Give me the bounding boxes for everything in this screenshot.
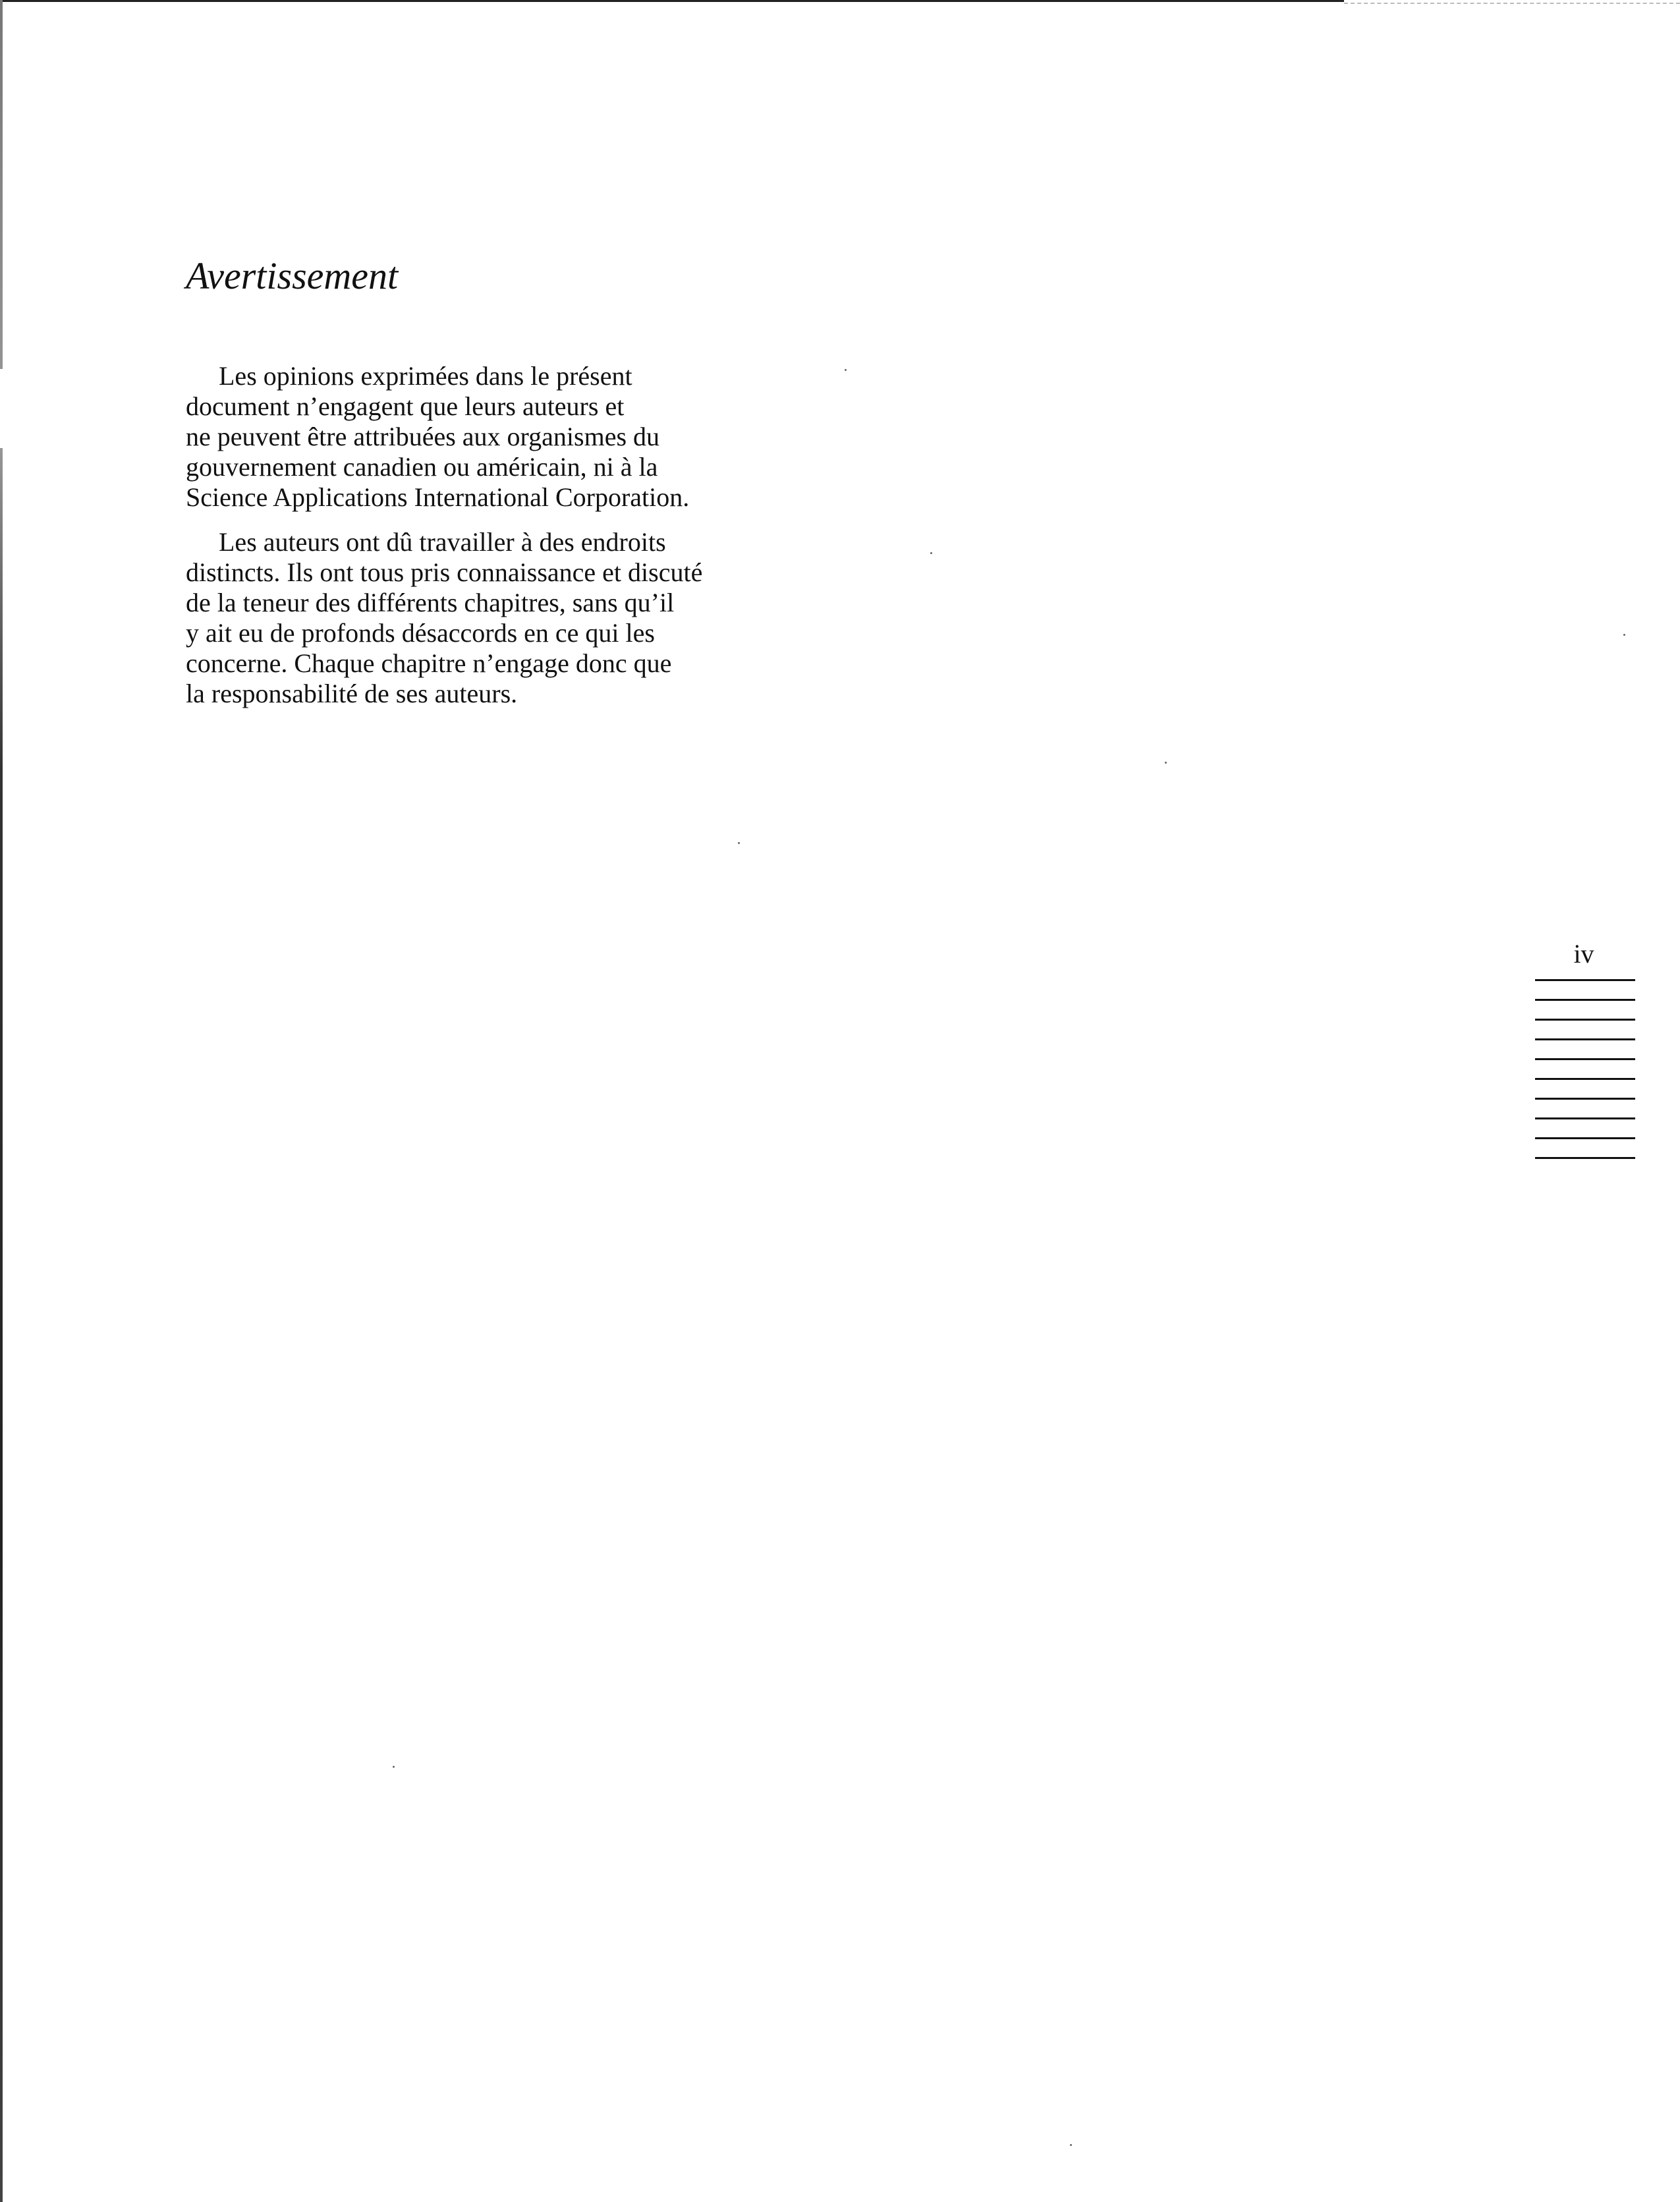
page-tab-rule (1535, 1019, 1635, 1021)
page-tab-rules (1535, 979, 1635, 1177)
page-tab-rule (1535, 1157, 1635, 1159)
scan-left-edge-gap (0, 369, 3, 448)
page-number: iv (1573, 939, 1594, 969)
text-line: gouvernement canadien ou américain, ni à la (186, 452, 658, 482)
scan-speck (845, 369, 847, 371)
page-tab-rule (1535, 1137, 1635, 1139)
scan-speck (930, 552, 932, 554)
page-tab-rule (1535, 999, 1635, 1001)
body-text (186, 361, 831, 723)
scan-speck (738, 842, 740, 844)
text-line: y ait eu de profonds désaccords en ce qui les (186, 618, 655, 648)
page-heading: Avertissement (186, 254, 399, 297)
text-line: Les auteurs ont dû travailler à des endroits (219, 527, 666, 557)
text-line: concerne. Chaque chapitre n’engage donc que (186, 648, 672, 678)
page-tab-rule (1535, 1038, 1635, 1040)
page-tab-rule (1535, 1098, 1635, 1100)
scan-speck (393, 1766, 395, 1768)
text-line: document n’engagent que leurs auteurs et (186, 391, 625, 421)
scan-speck (1070, 2144, 1072, 2146)
scan-left-edge (0, 0, 3, 2202)
text-line: de la teneur des différents chapitres, sans qu’il (186, 588, 675, 617)
scan-speck (1165, 762, 1167, 764)
scan-speck (1623, 634, 1625, 636)
paragraph-2 (186, 527, 831, 709)
paragraph-1 (186, 361, 831, 513)
page-tab-rule (1535, 1058, 1635, 1060)
scan-top-edge-faint (1344, 3, 1680, 4)
page-tab-rule (1535, 979, 1635, 981)
text-line: Science Applications International Corporation. (186, 482, 690, 512)
text-line: ne peuvent être attribuées aux organismes du (186, 422, 660, 451)
text-line: Les opinions exprimées dans le présent (219, 361, 632, 391)
text-line: la responsabilité de ses auteurs. (186, 679, 518, 708)
scan-top-edge (0, 0, 1344, 2)
page-tab-rule (1535, 1117, 1635, 1119)
page-tab-rule (1535, 1078, 1635, 1080)
text-line: distincts. Ils ont tous pris connaissance et discuté (186, 557, 703, 587)
